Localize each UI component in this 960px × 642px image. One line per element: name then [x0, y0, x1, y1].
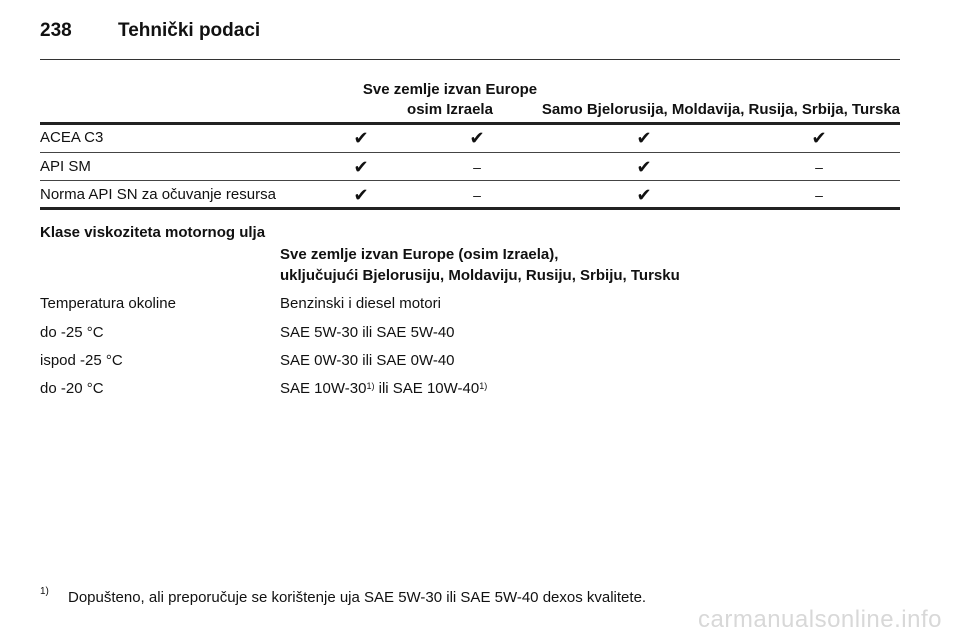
page-number: 238	[40, 20, 72, 41]
temperature-cell: do -20 °C	[40, 380, 104, 397]
column-group-header-eu-line2: osim Izraela	[407, 101, 493, 118]
table-bottom-rule	[40, 207, 900, 210]
table-row	[40, 347, 900, 375]
check-icon: ✔	[636, 157, 652, 177]
footnote-text: Dopušteno, ali preporučuje se korištenje uja SAE 5W-30 ili SAE 5W-40 dexos kvalitete.	[68, 589, 647, 606]
row-label: Norma API SN za očuvanje resursa	[40, 186, 276, 203]
page-header	[40, 20, 260, 42]
oil-part1: SAE 10W-30	[280, 380, 367, 397]
page-title: Tehnički podaci	[118, 20, 261, 41]
column-group-header-by: Samo Bjelorusija, Moldavija, Rusija, Srbija, Turska	[541, 101, 900, 118]
footnote-marker: 1)	[40, 586, 49, 597]
check-icon: ✔	[353, 157, 369, 177]
table-row	[40, 375, 900, 403]
watermark: carmanualsonline.info	[698, 606, 942, 633]
column-header-temperature: Temperatura okoline	[40, 295, 176, 312]
check-icon: ✔	[353, 128, 369, 148]
row-label: API SM	[40, 158, 91, 175]
check-icon: ✔	[636, 185, 652, 205]
check-icon: ✔	[636, 128, 652, 148]
dash-mark: –	[473, 159, 481, 175]
table-header-row	[40, 290, 900, 318]
dash-mark: –	[815, 187, 823, 203]
check-icon: ✔	[811, 128, 827, 148]
table-row	[40, 153, 900, 181]
table-row	[40, 181, 900, 209]
viscosity-table-heading	[280, 244, 680, 286]
column-group-header-eu	[360, 80, 540, 120]
header-rule	[40, 59, 900, 60]
temperature-cell: ispod -25 °C	[40, 352, 123, 369]
oil-part2: ili SAE 10W-40	[374, 380, 480, 397]
check-icon: ✔	[469, 128, 485, 148]
dash-mark: –	[815, 159, 823, 175]
temperature-cell: do -25 °C	[40, 324, 104, 341]
viscosity-heading-line1: Sve zemlje izvan Europe (osim Izraela),	[280, 246, 559, 263]
section-title: Klase viskoziteta motornog ulja	[40, 224, 266, 241]
column-group-header-eu-line1: Sve zemlje izvan Europe	[362, 81, 538, 98]
oil-cell: SAE 5W-30 ili SAE 5W-40	[280, 324, 455, 341]
oil-cell: SAE 0W-30 ili SAE 0W-40	[280, 352, 455, 369]
viscosity-heading-line2: uključujući Bjelorusiju, Moldaviju, Rusiju, Srbiju, Tursku	[280, 267, 680, 284]
check-icon: ✔	[353, 185, 369, 205]
table-row	[40, 124, 900, 152]
row-label: ACEA C3	[40, 129, 104, 146]
footnote-ref: 1)	[366, 381, 375, 391]
footnote-ref: 1)	[479, 381, 488, 391]
oil-cell	[280, 375, 487, 403]
dash-mark: –	[473, 187, 481, 203]
table-row	[40, 319, 900, 347]
column-header-engines: Benzinski i diesel motori	[280, 295, 441, 312]
